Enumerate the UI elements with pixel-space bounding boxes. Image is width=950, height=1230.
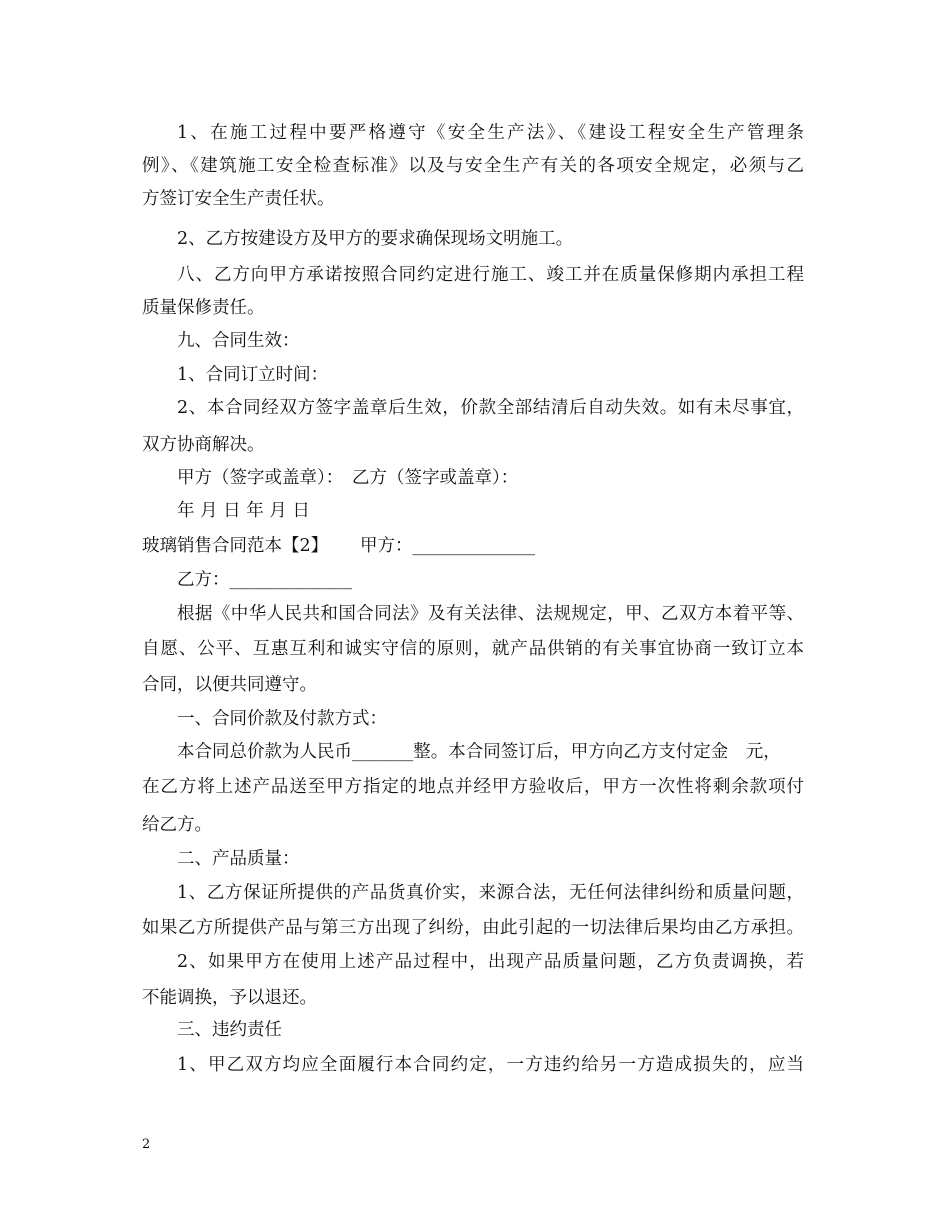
- body-line: 本合同总价款为人民币_______整。本合同签订后，甲方向乙方支付定金 元，: [177, 742, 781, 762]
- body-line: 质量保修责任。: [142, 298, 265, 318]
- body-line: 自愿、公平、互惠互利和诚实守信的原则，就产品供销的有关事宜协商一致订立本: [142, 639, 804, 659]
- body-line: 合同，以便共同遵守。: [142, 675, 317, 695]
- body-line: 1、甲乙双方均应全面履行本合同约定，一方违约给另一方造成损失的，应当: [177, 1055, 804, 1075]
- party-line: 乙方：______________: [177, 570, 352, 590]
- body-line: 1、合同订立时间：: [177, 365, 329, 385]
- body-line: 方签订安全生产责任状。: [142, 189, 335, 209]
- document-title-line: 玻璃销售合同范本【2】 甲方：______________: [142, 536, 535, 556]
- section-heading: 一、合同价款及付款方式：: [177, 709, 387, 729]
- body-line: 根据《中华人民共和国合同法》及有关法律、法规规定，甲、乙双方本着平等、: [177, 604, 804, 624]
- body-line: 例》、《建筑施工安全检查标准》以及与安全生产有关的各项安全规定，必须与乙: [142, 156, 804, 176]
- body-line: 给乙方。: [142, 815, 212, 835]
- body-line: 双方协商解决。: [142, 435, 265, 455]
- body-line: 八、乙方向甲方承诺按照合同约定进行施工、竣工并在质量保修期内承担工程: [177, 265, 804, 285]
- body-line: 2、乙方按建设方及甲方的要求确保现场文明施工。: [177, 229, 574, 249]
- body-line: 不能调换，予以退还。: [142, 988, 317, 1008]
- body-line: 如果乙方所提供产品与第三方出现了纠纷，由此引起的一切法律后果均由乙方承担。: [142, 918, 804, 938]
- date-line: 年 月 日 年 月 日: [177, 501, 310, 521]
- section-heading: 三、违约责任: [177, 1020, 282, 1040]
- signature-line: 甲方（签字或盖章）： 乙方（签字或盖章）：: [177, 468, 519, 488]
- body-line: 在乙方将上述产品送至甲方指定的地点并经甲方验收后，甲方一次性将剩余款项付: [142, 777, 804, 797]
- section-heading: 九、合同生效：: [177, 331, 300, 351]
- body-line: 1、在施工过程中要严格遵守《安全生产法》、《建设工程安全生产管理条: [177, 123, 804, 143]
- section-heading: 二、产品质量：: [177, 849, 300, 869]
- body-line: 2、本合同经双方签字盖章后生效，价款全部结清后自动失效。如有未尽事宜，: [177, 398, 804, 418]
- body-line: 2、如果甲方在使用上述产品过程中，出现产品质量问题，乙方负责调换，若: [177, 952, 804, 972]
- body-line: 1、乙方保证所提供的产品货真价实，来源合法，无任何法律纠纷和质量问题，: [177, 883, 804, 903]
- page-number: 2: [142, 1137, 151, 1152]
